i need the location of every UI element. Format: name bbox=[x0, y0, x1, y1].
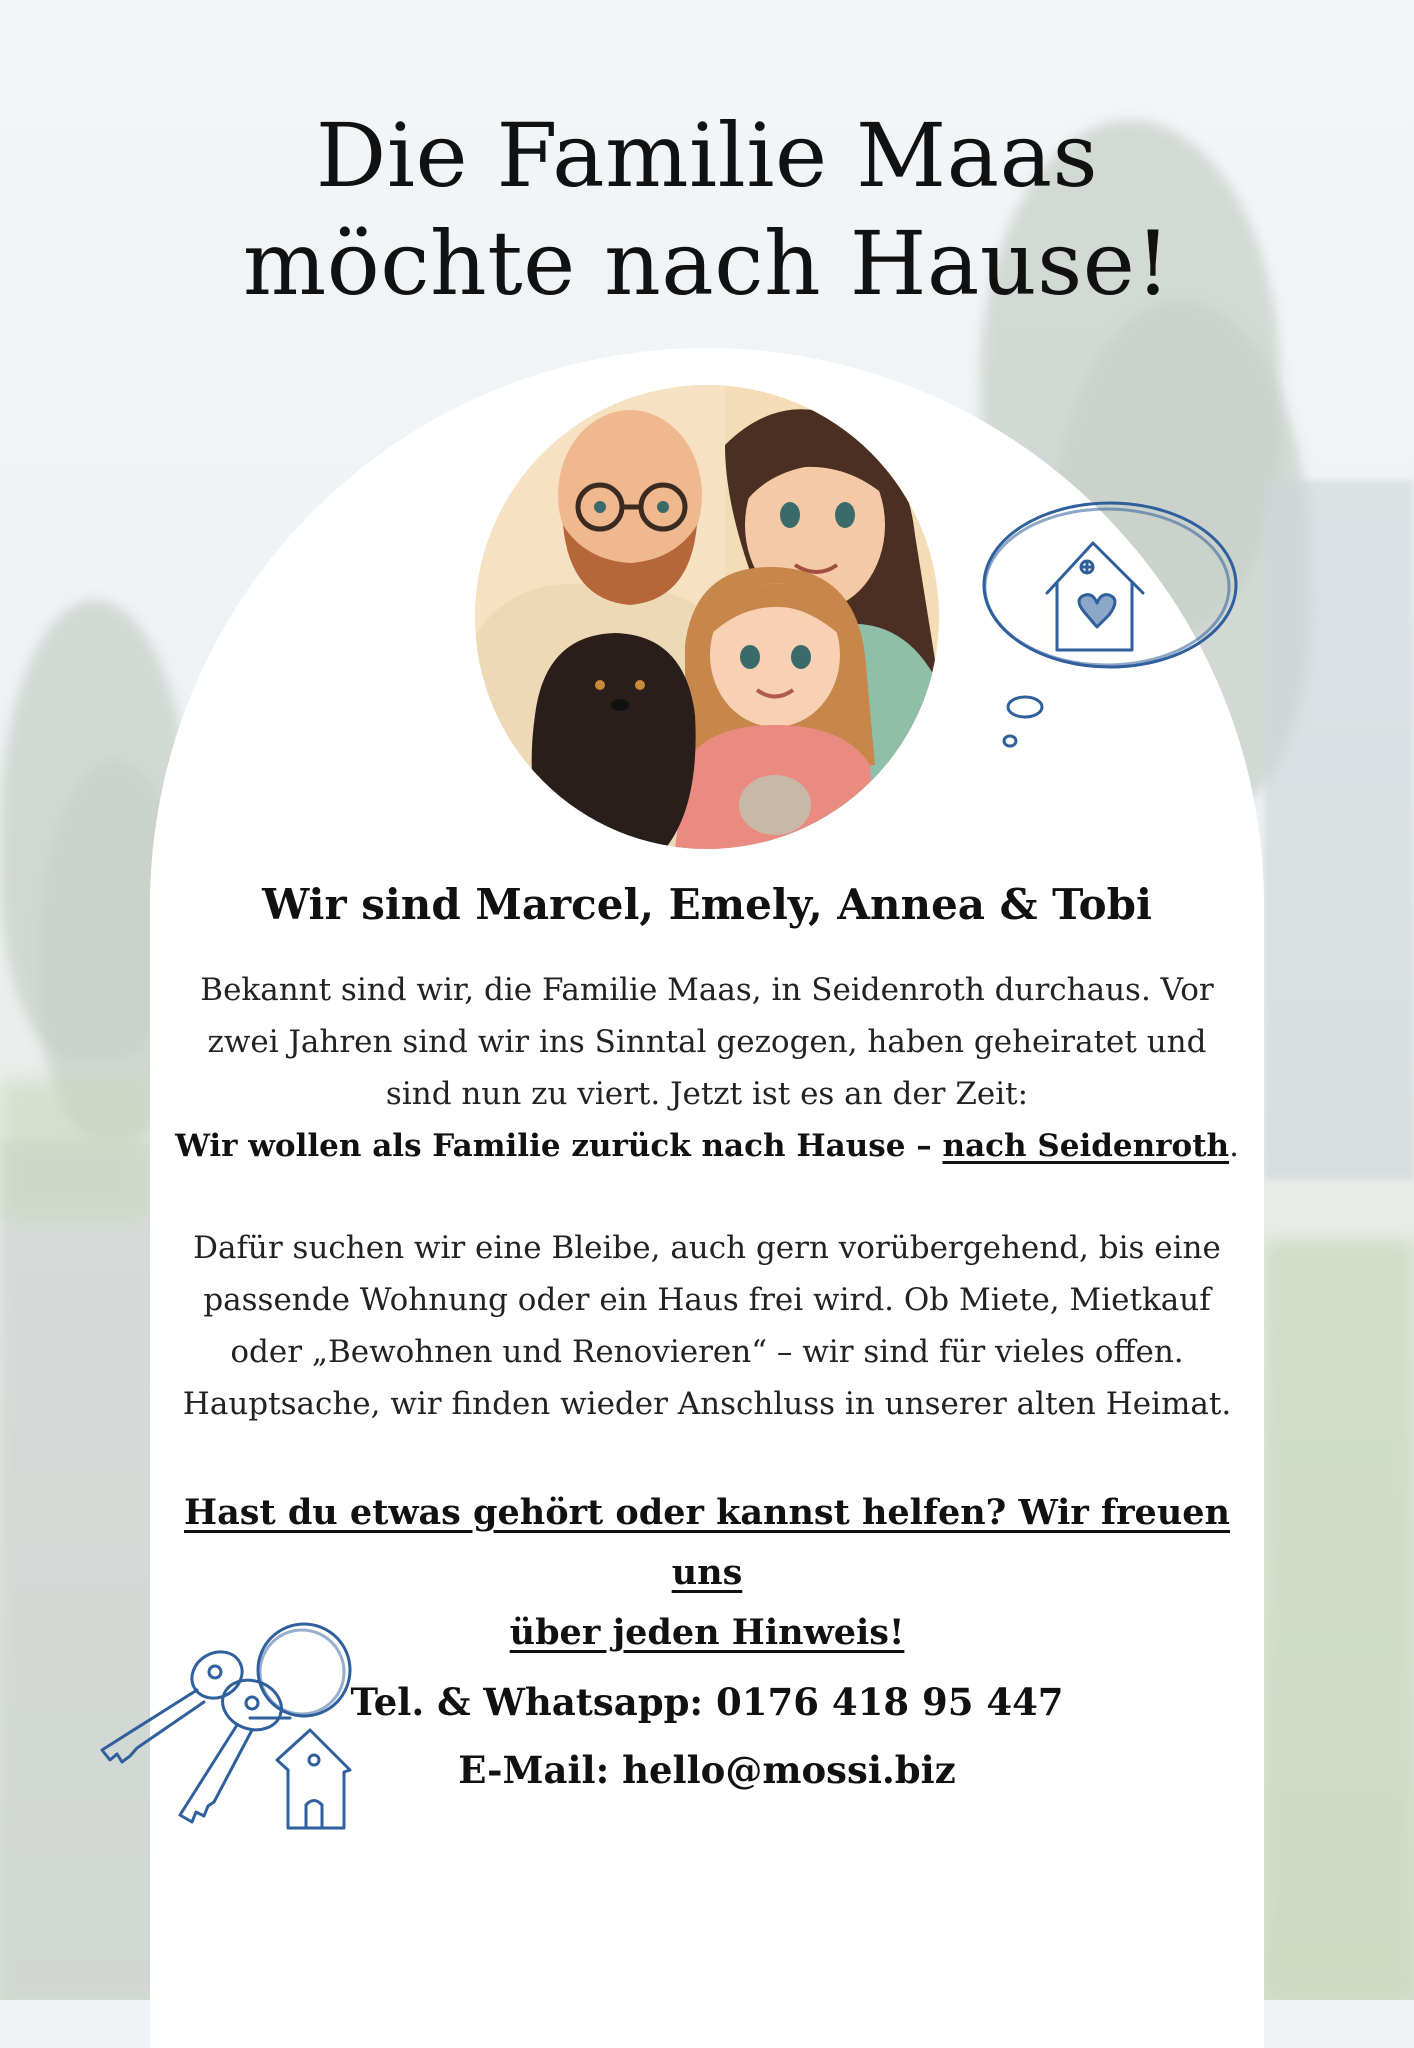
title-line-1: Die Familie Maas bbox=[315, 104, 1099, 207]
phone-whatsapp: Tel. & Whatsapp: 0176 418 95 447 bbox=[350, 1680, 1064, 1724]
intro-line-1: Bekannt sind wir, die Familie Maas, in Seidenroth durchaus. Vor bbox=[200, 972, 1214, 1008]
thought-bubble-house-heart-icon bbox=[975, 495, 1245, 760]
cta-line-1: Hast du etwas gehört oder kannst helfen? Wir freuen uns bbox=[184, 1492, 1230, 1593]
intro-paragraph bbox=[170, 964, 1244, 1172]
keys-house-keychain-icon bbox=[82, 1610, 382, 1850]
cta-line-2: über jeden Hinweis! bbox=[509, 1612, 905, 1653]
family-portrait bbox=[475, 385, 939, 849]
search-paragraph bbox=[170, 1222, 1244, 1430]
search-line-4: Hauptsache, wir finden wieder Anschluss in unserer alten Heimat. bbox=[182, 1386, 1232, 1422]
search-line-1: Dafür suchen wir eine Bleibe, auch gern vorübergehend, bis eine bbox=[193, 1230, 1221, 1266]
intro-line-3: sind nun zu viert. Jetzt ist es an der Zeit: bbox=[385, 1076, 1029, 1112]
email: E-Mail: hello@mossi.biz bbox=[458, 1748, 956, 1792]
page-title bbox=[0, 102, 1414, 318]
intro-bold-underlined: nach Seidenroth bbox=[942, 1128, 1230, 1164]
intro-bold-line: Wir wollen als Familie zurück nach Hause – bbox=[175, 1128, 943, 1164]
intro-line-2: zwei Jahren sind wir ins Sinntal gezogen, haben geheiratet und bbox=[207, 1024, 1207, 1060]
title-line-2: möchte nach Hause! bbox=[242, 212, 1172, 315]
search-line-2: passende Wohnung oder ein Haus frei wird. Ob Miete, Mietkauf bbox=[203, 1282, 1211, 1318]
family-names-heading: Wir sind Marcel, Emely, Annea & Tobi bbox=[262, 880, 1152, 929]
search-line-3: oder „Bewohnen und Renovieren“ – wir sind für vieles offen. bbox=[230, 1334, 1184, 1370]
intro-end-punct: . bbox=[1229, 1128, 1239, 1164]
